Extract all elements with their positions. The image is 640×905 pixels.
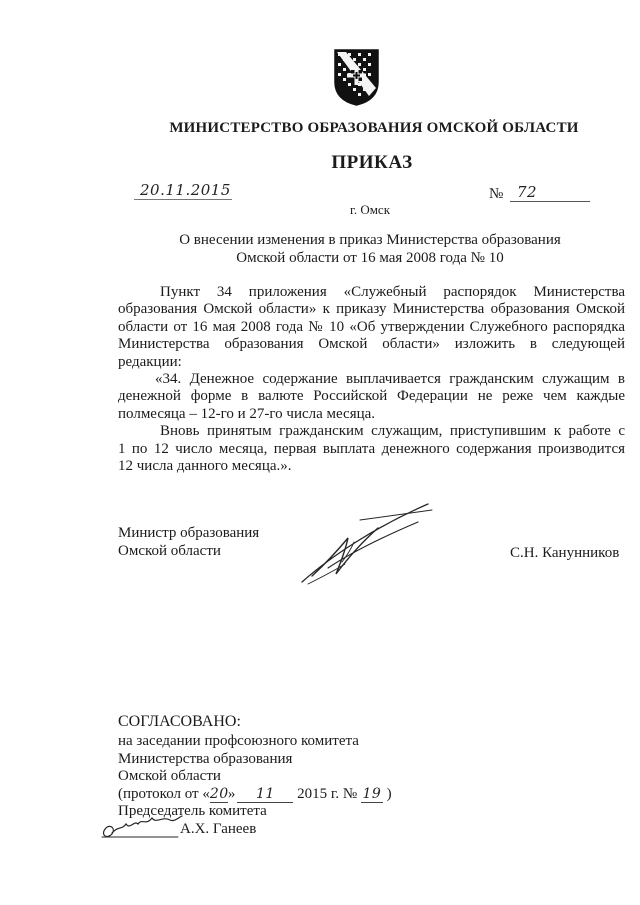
approval-heading: СОГЛАСОВАНО: [118,713,241,730]
approval-line: на заседании профсоюзного комитета [118,733,359,749]
protocol-quote-close: » [227,786,236,802]
date-underline [134,199,232,200]
body-line: Пункт 34 приложения «Служебный распорядок Министерства [160,284,625,300]
body-line: денежной форме в валюте Российской Федерации не реже чем каждые [118,388,625,405]
protocol-day: 20 [209,786,229,802]
protocol-prefix: (протокол от « [118,786,210,802]
city-name: г. Омск [349,202,391,217]
coat-of-arms-icon [333,48,380,106]
approval-line: Министерства образования [118,751,293,767]
order-date: 20.11.2015 [140,181,231,199]
order-subject-line: О внесении изменения в приказ Министерства образования [179,232,561,248]
order-subject [118,231,622,267]
order-number-sign: № [489,186,504,202]
body-line: Вновь принятым гражданским служащим, приступившим к работе с [160,423,625,440]
protocol-suffix: ) [382,786,392,802]
body-line: 1 по 12 число месяца, первая выплата денежного содержания производится [118,440,625,457]
body-line: 12 числа данного месяца.». [118,457,292,474]
order-subject-line: Омской области от 16 мая 2008 года № 10 [236,250,504,266]
body-line: «34. Денежное содержание выплачивается гражданским служащим в [155,370,625,387]
protocol-number: 19 [362,786,382,802]
signatory-position: Министр образования [118,525,260,541]
approval-line: Омской области [118,768,221,784]
chair-title: Председатель комитета [118,803,267,819]
body-line: редакции: [118,353,182,370]
protocol-line [118,785,392,803]
body-line: образования Омской области» к приказу Министерства образования Омской [118,301,625,318]
minister-signature [290,492,435,592]
body-line: полмесяца – 12-го и 27-го числа месяца. [118,405,376,422]
body-line: области от 16 мая 2008 года № 10 «Об утверждении Служебного распорядка [118,318,625,335]
order-number: 72 [517,183,538,201]
protocol-year: 2015 г. № [293,786,361,802]
chair-signature [96,806,188,844]
protocol-month: 11 [237,787,293,803]
signatory-position: Омской области [118,543,221,559]
ministry-name: МИНИСТЕРСТВО ОБРАЗОВАНИЯ ОМСКОЙ ОБЛАСТИ [169,120,579,136]
document-type-title: ПРИКАЗ [331,152,413,173]
signatory-name: С.Н. Канунников [510,545,620,561]
body-line: Министерства образования Омской области» изложить в следующей [118,336,625,353]
chair-name: А.Х. Ганеев [180,821,257,837]
order-body [118,284,625,475]
